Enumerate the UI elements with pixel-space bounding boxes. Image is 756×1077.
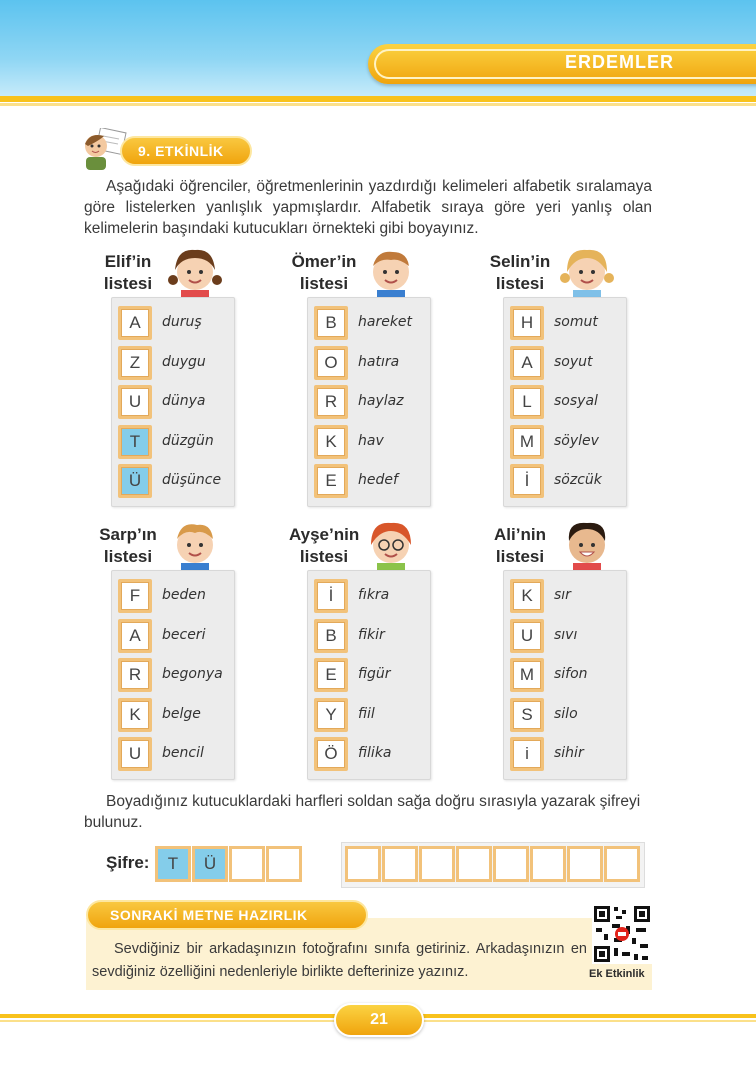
list-owner: Elif’in <box>104 252 152 271</box>
list-word: begonya <box>162 666 223 682</box>
cipher-box[interactable] <box>382 846 418 882</box>
list-word: silo <box>554 705 578 722</box>
instruction-paragraph: Boyadığınız kutucuklardaki harfleri soldan sağa doğru sırasıyla yazarak şifreyi bulunuz. <box>84 793 641 831</box>
letter-box[interactable]: U <box>118 737 152 771</box>
list-word: fiil <box>358 705 375 722</box>
cipher-box[interactable]: Ü <box>192 846 228 882</box>
list-row <box>314 306 430 342</box>
list-row <box>314 464 430 500</box>
letter-box[interactable]: T <box>118 425 152 459</box>
list-word: düşünce <box>162 472 222 488</box>
list-owner: Ali’nin <box>494 525 546 544</box>
list-row <box>314 737 430 773</box>
list-word: haylaz <box>358 393 404 409</box>
qr-label: Ek Etkinlik <box>589 968 645 980</box>
word-list-card <box>111 570 235 780</box>
prep-pill <box>86 900 368 930</box>
cipher-box[interactable] <box>604 846 640 882</box>
cipher-box[interactable] <box>493 846 529 882</box>
letter-box[interactable]: R <box>118 658 152 692</box>
list-word: filika <box>358 745 392 761</box>
list-row <box>118 464 234 500</box>
letter-box[interactable]: K <box>314 425 348 459</box>
header-stripe-thin <box>0 103 756 106</box>
list-word: fikir <box>358 626 385 643</box>
list-row <box>314 698 430 734</box>
list-label: listesi <box>103 547 153 566</box>
list-row <box>118 698 234 734</box>
list-row <box>314 658 430 694</box>
list-row <box>510 579 626 615</box>
list-word: hareket <box>358 314 413 330</box>
qr-code-icon[interactable] <box>592 904 652 964</box>
letter-box[interactable]: K <box>118 698 152 732</box>
list-row <box>510 619 626 655</box>
letter-box[interactable]: Ö <box>314 737 348 771</box>
list-row <box>118 425 234 461</box>
letter-box[interactable]: Z <box>118 346 152 380</box>
list-row <box>314 425 430 461</box>
letter-box[interactable]: H <box>510 306 544 340</box>
list-row <box>118 579 234 615</box>
list-word: düzgün <box>162 432 214 449</box>
word-list-card <box>111 297 235 507</box>
word-list-card <box>307 570 431 780</box>
list-word: figür <box>358 666 391 682</box>
letter-box[interactable]: M <box>510 658 544 692</box>
list-word: hatıra <box>358 353 400 370</box>
list-word: soyut <box>554 353 593 370</box>
list-row <box>510 346 626 382</box>
child-avatar-icon <box>167 242 223 298</box>
list-title <box>93 524 163 568</box>
letter-box[interactable]: U <box>510 619 544 653</box>
list-word: sır <box>554 587 571 603</box>
list-word: söylev <box>554 432 599 449</box>
list-row <box>314 619 430 655</box>
list-label: listesi <box>495 547 545 566</box>
prep-title: SONRAKİ METNE HAZIRLIK <box>110 907 308 923</box>
list-row <box>510 737 626 773</box>
list-word: somut <box>554 314 598 330</box>
letter-box[interactable]: S <box>510 698 544 732</box>
word-list-card <box>503 570 627 780</box>
list-word: hedef <box>358 472 398 488</box>
cipher-box[interactable] <box>456 846 492 882</box>
list-word: sözcük <box>554 472 602 488</box>
child-avatar-icon <box>363 242 419 298</box>
letter-box[interactable]: Ü <box>118 464 152 498</box>
activity-badge <box>78 128 254 172</box>
list-label: listesi <box>103 274 153 293</box>
list-row <box>510 425 626 461</box>
list-title <box>485 524 555 568</box>
cipher-box[interactable] <box>345 846 381 882</box>
list-row <box>118 658 234 694</box>
list-row <box>118 385 234 421</box>
list-owner: Ömer’in <box>291 252 357 271</box>
unit-title: ERDEMLER <box>564 52 674 72</box>
letter-box[interactable]: M <box>510 425 544 459</box>
word-list-card <box>503 297 627 507</box>
letter-box[interactable]: B <box>314 306 348 340</box>
list-word: sifon <box>554 666 588 682</box>
list-label: listesi <box>299 547 349 566</box>
letter-box[interactable]: U <box>118 385 152 419</box>
letter-box[interactable]: A <box>118 619 152 653</box>
list-word: sıvı <box>554 626 578 643</box>
unit-tab <box>368 44 756 84</box>
list-row <box>510 658 626 694</box>
letter-box[interactable]: E <box>314 464 348 498</box>
letter-box[interactable]: i <box>510 737 544 771</box>
list-word: duruş <box>162 314 202 330</box>
letter-box[interactable]: R <box>314 385 348 419</box>
list-word: beden <box>162 587 206 603</box>
list-word: bencil <box>162 745 204 761</box>
letter-box[interactable]: L <box>510 385 544 419</box>
cipher-box[interactable] <box>266 846 302 882</box>
list-row <box>314 579 430 615</box>
letter-box[interactable]: K <box>510 579 544 613</box>
child-avatar-icon <box>559 242 615 298</box>
list-label: listesi <box>299 274 349 293</box>
letter-box[interactable]: F <box>118 579 152 613</box>
list-word: hav <box>358 432 384 449</box>
cipher-box[interactable]: T <box>155 846 191 882</box>
list-row <box>118 306 234 342</box>
list-row <box>118 346 234 382</box>
list-row <box>314 346 430 382</box>
activity-pill <box>120 136 252 166</box>
list-word: beceri <box>162 626 206 643</box>
letter-box[interactable]: İ <box>314 579 348 613</box>
list-row <box>510 385 626 421</box>
child-avatar-icon <box>363 515 419 571</box>
list-owner: Ayşe’nin <box>289 525 360 544</box>
word-list-card <box>307 297 431 507</box>
cipher-box[interactable] <box>567 846 603 882</box>
prep-text: Sevdiğiniz bir arkadaşınızın fotoğrafını sınıfa getiriniz. Arkadaşınızın en sevdiğiniz özelliğini nedenleriyle birlikte defterinize yazınız. <box>92 941 587 980</box>
letter-box[interactable]: B <box>314 619 348 653</box>
page-number-pill <box>334 1003 424 1037</box>
activity-title: 9. ETKİNLİK <box>138 143 224 159</box>
page-number: 21 <box>370 1011 388 1028</box>
list-word: sihir <box>554 745 584 761</box>
list-word: belge <box>162 705 201 722</box>
letter-box[interactable]: A <box>118 306 152 340</box>
list-row <box>118 737 234 773</box>
list-word: duygu <box>162 353 206 370</box>
child-avatar-icon <box>559 515 615 571</box>
cipher-box[interactable] <box>530 846 566 882</box>
list-label: listesi <box>495 274 545 293</box>
child-avatar-icon <box>167 515 223 571</box>
list-title <box>485 251 555 295</box>
list-row <box>510 306 626 342</box>
header-stripe <box>0 96 756 102</box>
list-row <box>510 698 626 734</box>
list-word: sosyal <box>554 393 598 409</box>
list-owner: Sarp’ın <box>99 525 157 544</box>
letter-box[interactable]: O <box>314 346 348 380</box>
list-row <box>118 619 234 655</box>
letter-box[interactable]: A <box>510 346 544 380</box>
list-title <box>289 524 359 568</box>
intro-paragraph: Aşağıdaki öğrenciler, öğretmenlerinin yazdırdığı kelimeleri alfabetik sıralamaya göre listelerken yanlışlık yapmışlardır. Alfabetik sıraya göre yeri yanlış olan kelimelerin başındaki kutucukları örnekteki gibi boyayınız. <box>84 178 652 237</box>
cipher-box[interactable] <box>419 846 455 882</box>
list-row <box>510 464 626 500</box>
letter-box[interactable]: İ <box>510 464 544 498</box>
list-row <box>314 385 430 421</box>
list-word: fıkra <box>358 587 390 603</box>
list-owner: Selin’in <box>489 252 551 271</box>
list-title <box>289 251 359 295</box>
list-title <box>93 251 163 295</box>
list-word: dünya <box>162 393 206 409</box>
letter-box[interactable]: Y <box>314 698 348 732</box>
cipher-box[interactable] <box>229 846 265 882</box>
letter-box[interactable]: E <box>314 658 348 692</box>
cipher-label: Şifre: <box>106 853 150 872</box>
